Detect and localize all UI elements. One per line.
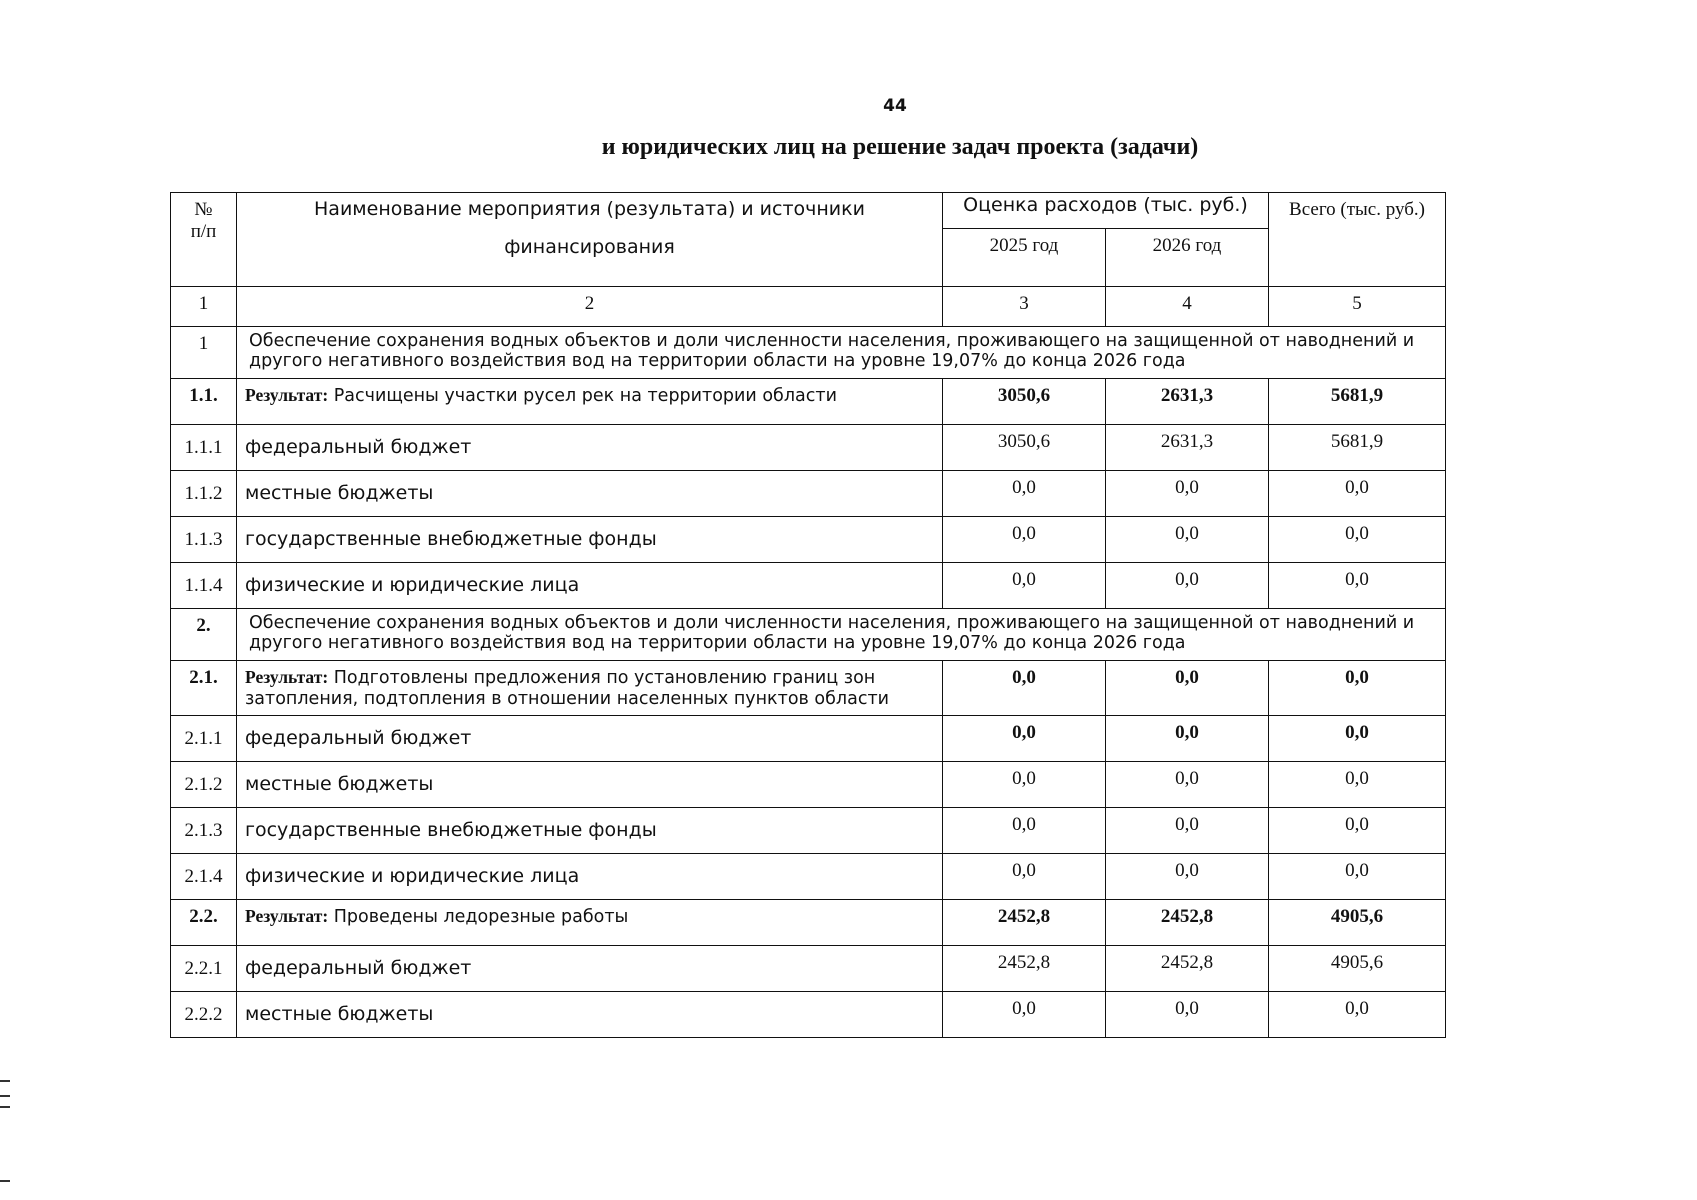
value-total: 5681,9 <box>1269 379 1446 425</box>
row-number: 2.2.2 <box>171 992 237 1038</box>
value-total: 0,0 <box>1269 808 1446 854</box>
value-total: 4905,6 <box>1269 900 1446 946</box>
result-text: Проведены ледорезные работы <box>328 907 629 928</box>
value-2026: 0,0 <box>1106 762 1269 808</box>
value-2025: 2452,8 <box>943 946 1106 992</box>
source-row <box>171 471 1446 517</box>
header-estimate: Оценка расходов (тыс. руб.) <box>943 193 1269 229</box>
value-2026: 2631,3 <box>1106 425 1269 471</box>
budget-table <box>170 192 1446 1038</box>
row-number: 2.2. <box>171 900 237 946</box>
value-2025: 0,0 <box>943 808 1106 854</box>
value-2026: 0,0 <box>1106 563 1269 609</box>
result-cell <box>237 900 943 946</box>
source-name: физические и юридические лица <box>237 563 943 609</box>
scan-mark <box>0 1180 10 1182</box>
value-2025: 0,0 <box>943 854 1106 900</box>
source-row <box>171 854 1446 900</box>
result-text: Подготовлены предложения по установлению границ зон затопления, подтопления в отношении населенных пунктов области <box>245 668 890 710</box>
row-number: 2.1.4 <box>171 854 237 900</box>
value-2026: 0,0 <box>1106 854 1269 900</box>
col-number: 4 <box>1106 287 1269 327</box>
scan-mark <box>0 1095 10 1097</box>
value-2025: 0,0 <box>943 992 1106 1038</box>
value-2026: 0,0 <box>1106 471 1269 517</box>
source-name: федеральный бюджет <box>237 425 943 471</box>
value-2025: 3050,6 <box>943 379 1106 425</box>
result-text: Расчищены участки русел рек на территории области <box>328 386 837 406</box>
col-number: 5 <box>1269 287 1446 327</box>
col-number: 2 <box>237 287 943 327</box>
result-row <box>171 900 1446 946</box>
value-2025: 0,0 <box>943 716 1106 762</box>
header-num-cell <box>171 193 237 287</box>
scan-mark <box>0 1106 10 1108</box>
result-label: Результат: <box>245 385 329 405</box>
value-2025: 0,0 <box>943 517 1106 563</box>
value-2026: 0,0 <box>1106 716 1269 762</box>
row-number: 2.1. <box>171 661 237 716</box>
source-row <box>171 992 1446 1038</box>
header-name-line1: Наименование мероприятия (результата) и источники <box>314 198 865 220</box>
header-name-cell <box>237 193 943 287</box>
source-name: федеральный бюджет <box>237 716 943 762</box>
source-row <box>171 517 1446 563</box>
value-total: 0,0 <box>1269 854 1446 900</box>
source-name: федеральный бюджет <box>237 946 943 992</box>
value-2025: 3050,6 <box>943 425 1106 471</box>
value-2026: 0,0 <box>1106 808 1269 854</box>
value-2026: 0,0 <box>1106 992 1269 1038</box>
result-label: Результат: <box>245 667 329 687</box>
value-2026: 2452,8 <box>1106 900 1269 946</box>
section-row <box>171 327 1446 379</box>
header-year-2025: 2025 год <box>943 229 1106 287</box>
header-name-line2: финансирования <box>504 235 675 258</box>
source-name: государственные внебюджетные фонды <box>237 808 943 854</box>
header-row <box>171 193 1446 229</box>
page-number: 44 <box>883 96 907 116</box>
value-total: 4905,6 <box>1269 946 1446 992</box>
source-row <box>171 716 1446 762</box>
row-number: 2.1.1 <box>171 716 237 762</box>
source-row <box>171 762 1446 808</box>
value-2026: 0,0 <box>1106 517 1269 563</box>
row-number: 1.1. <box>171 379 237 425</box>
value-total: 0,0 <box>1269 471 1446 517</box>
row-number: 2.1.3 <box>171 808 237 854</box>
row-number: 2.1.2 <box>171 762 237 808</box>
header-num-line2: п/п <box>190 220 217 242</box>
section-row <box>171 609 1446 661</box>
value-2025: 2452,8 <box>943 900 1106 946</box>
value-2026: 2452,8 <box>1106 946 1269 992</box>
value-total: 0,0 <box>1269 661 1446 716</box>
value-total: 5681,9 <box>1269 425 1446 471</box>
source-name: местные бюджеты <box>237 762 943 808</box>
header-num-line1: № <box>194 199 213 220</box>
row-number: 2.2.1 <box>171 946 237 992</box>
value-2025: 0,0 <box>943 563 1106 609</box>
source-row <box>171 425 1446 471</box>
row-number: 1.1.3 <box>171 517 237 563</box>
column-number-row <box>171 287 1446 327</box>
section-text: Обеспечение сохранения водных объектов и доли численности населения, проживающего на защищенной от наводнений и другого негативного воздействия вод на территории области на уровне 19,07% до конца 2026 года <box>237 327 1446 379</box>
value-total: 0,0 <box>1269 517 1446 563</box>
row-number: 1 <box>171 327 237 379</box>
row-number: 1.1.2 <box>171 471 237 517</box>
source-name: физические и юридические лица <box>237 854 943 900</box>
section-text: Обеспечение сохранения водных объектов и доли численности населения, проживающего на защищенной от наводнений и другого негативного воздействия вод на территории области на уровне 19,07% до конца 2026 года <box>237 609 1446 661</box>
result-cell <box>237 379 943 425</box>
result-row <box>171 661 1446 716</box>
header-year-2026: 2026 год <box>1106 229 1269 287</box>
col-number: 3 <box>943 287 1106 327</box>
source-row <box>171 563 1446 609</box>
value-2025: 0,0 <box>943 471 1106 517</box>
result-label: Результат: <box>245 906 329 927</box>
source-row <box>171 946 1446 992</box>
result-cell <box>237 661 943 716</box>
value-total: 0,0 <box>1269 992 1446 1038</box>
col-number: 1 <box>171 287 237 327</box>
value-2026: 0,0 <box>1106 661 1269 716</box>
source-row <box>171 808 1446 854</box>
source-name: государственные внебюджетные фонды <box>237 517 943 563</box>
row-number: 1.1.1 <box>171 425 237 471</box>
value-total: 0,0 <box>1269 762 1446 808</box>
source-name: местные бюджеты <box>237 992 943 1038</box>
value-2025: 0,0 <box>943 661 1106 716</box>
value-total: 0,0 <box>1269 716 1446 762</box>
page-title: и юридических лиц на решение задач проекта (задачи) <box>601 134 1199 160</box>
header-total: Всего (тыс. руб.) <box>1269 193 1446 287</box>
source-name: местные бюджеты <box>237 471 943 517</box>
value-total: 0,0 <box>1269 563 1446 609</box>
row-number: 1.1.4 <box>171 563 237 609</box>
value-2025: 0,0 <box>943 762 1106 808</box>
value-2026: 2631,3 <box>1106 379 1269 425</box>
scan-mark <box>0 1080 10 1082</box>
result-row <box>171 379 1446 425</box>
row-number: 2. <box>171 609 237 661</box>
